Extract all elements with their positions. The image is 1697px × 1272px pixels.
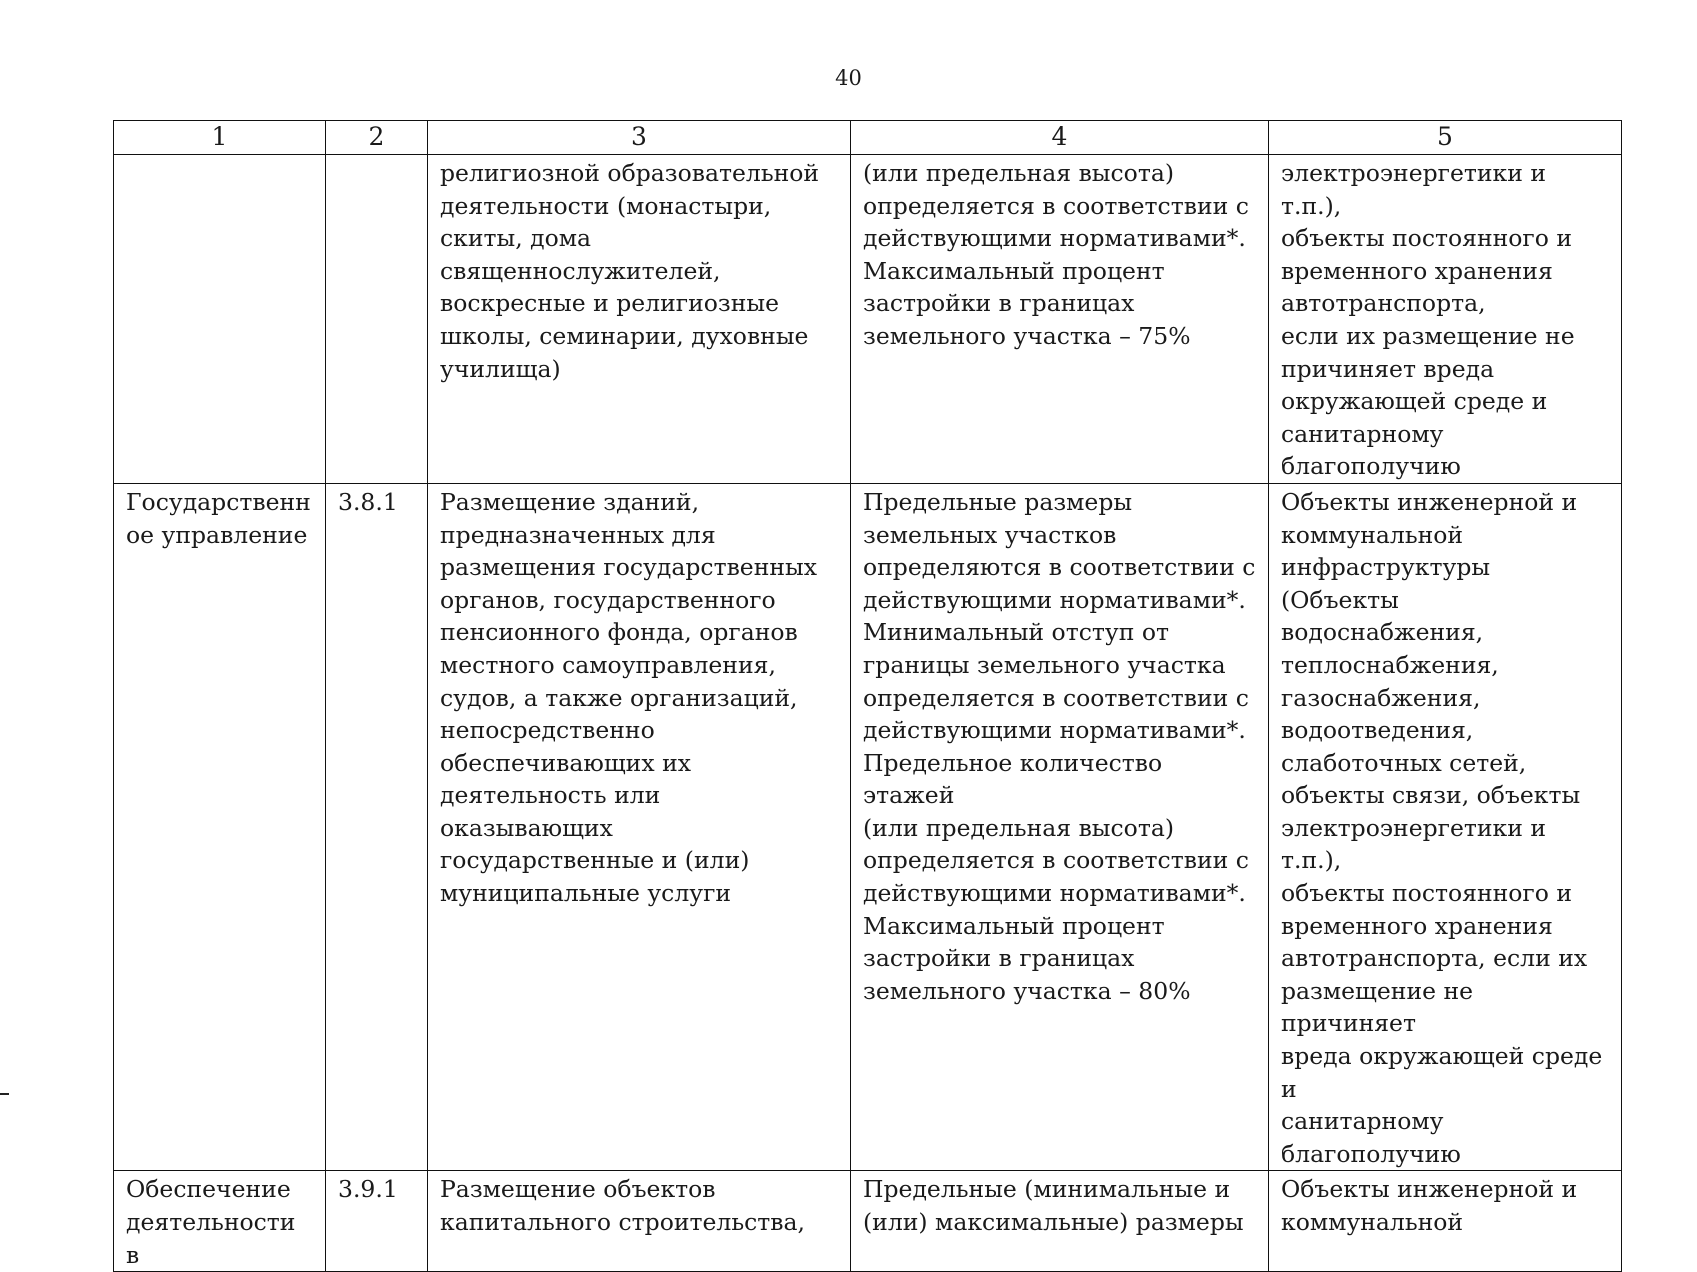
description-cell: религиозной образовательной деятельности (монастыри, скиты, дома священнослужителей, воскресные и религиозные школы, семинарии, духовные училища)	[428, 155, 851, 484]
column-header: 2	[326, 121, 428, 155]
column-header: 3	[428, 121, 851, 155]
ancillary-objects-cell: Объекты инженерной и коммунальной	[1269, 1171, 1622, 1272]
ancillary-objects-cell: электроэнергетики и т.п.), объекты постоянного и временного хранения автотранспорта, если их размещение не причиняет вреда окружающей среде и санитарному благополучию	[1269, 155, 1622, 484]
parameters-cell: Предельные (минимальные и (или) максимальные) размеры	[851, 1171, 1269, 1272]
code-cell: 3.9.1	[326, 1171, 428, 1272]
land-use-type-cell: Государственн ое управление	[114, 483, 326, 1170]
land-use-type-cell	[114, 155, 326, 484]
table-row	[114, 1171, 1622, 1272]
land-use-type-cell: Обеспечение деятельности в	[114, 1171, 326, 1272]
ancillary-objects-cell: Объекты инженерной и коммунальной инфраструктуры (Объекты водоснабжения, теплоснабжения, газоснабжения, водоотведения, слаботочных сетей, объекты связи, объекты электроэнергетики и т.п.), объекты постоянного и временного хранения автотранспорта, если их размещение не причиняет вреда окружающей среде и санитарному благополучию	[1269, 483, 1622, 1170]
code-cell	[326, 155, 428, 484]
code-cell: 3.8.1	[326, 483, 428, 1170]
page-number: 40	[835, 66, 862, 90]
table-row	[114, 483, 1622, 1170]
description-cell: Размещение объектов капитального строительства,	[428, 1171, 851, 1272]
description-cell: Размещение зданий, предназначенных для размещения государственных органов, государственного пенсионного фонда, органов местного самоуправления, судов, а также организаций, непосредственно обеспечивающих их деятельность или оказывающих государственные и (или) муниципальные услуги	[428, 483, 851, 1170]
column-header: 4	[851, 121, 1269, 155]
column-header: 5	[1269, 121, 1622, 155]
margin-mark	[0, 1093, 9, 1095]
column-header: 1	[114, 121, 326, 155]
parameters-cell: Предельные размеры земельных участков определяются в соответствии с действующими нормативами*. Минимальный отступ от границы земельного участка определяется в соответствии с действующими нормативами*. Предельное количество этажей (или предельная высота) определяется в соответствии с действующими нормативами*. Максимальный процент застройки в границах земельного участка – 80%	[851, 483, 1269, 1170]
table-row	[114, 155, 1622, 484]
parameters-cell: (или предельная высота) определяется в соответствии с действующими нормативами*. Максимальный процент застройки в границах земельного участка – 75%	[851, 155, 1269, 484]
regulations-table	[113, 120, 1622, 1272]
table-header-row	[114, 121, 1622, 155]
